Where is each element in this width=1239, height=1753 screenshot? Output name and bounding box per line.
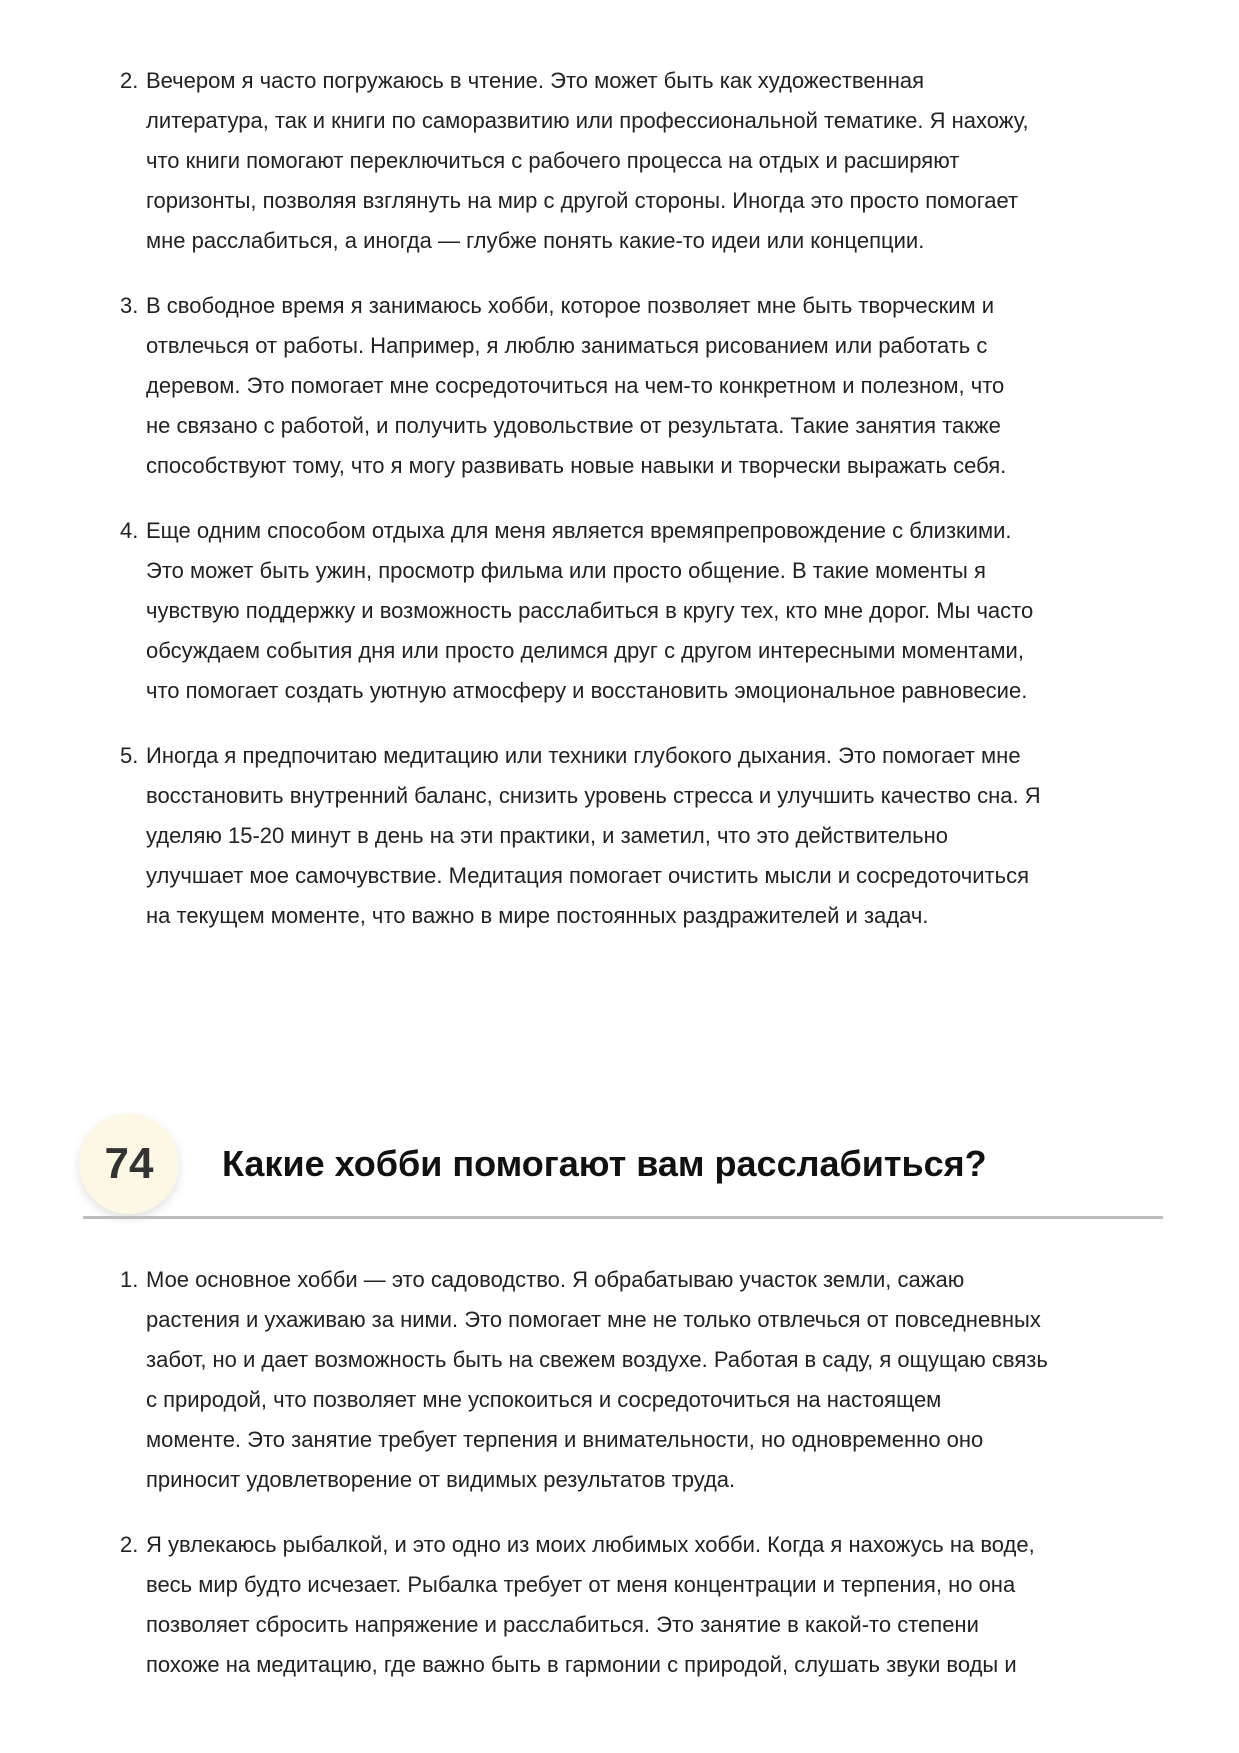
list-item-text-line: улучшает мое самочувствие. Медитация помогает очистить мысли и сосредоточиться [146,863,1029,888]
list-item [120,286,1180,486]
list-item-text-line: Это может быть ужин, просмотр фильма или просто общение. В такие моменты я [146,558,986,583]
list-item-text-line: с природой, что позволяет мне успокоиться и сосредоточиться на настоящем [146,1387,942,1412]
list-item-text-line: уделяю 15-20 минут в день на эти практики, и заметил, что это действительно [146,823,948,848]
list-item-text-line: Вечером я часто погружаюсь в чтение. Это может быть как художественная [146,68,925,93]
question-number-badge [79,1114,179,1214]
list-item-text-line: моменте. Это занятие требует терпения и внимательности, но одновременно оно [146,1427,984,1452]
list-item-text-line: Мое основное хобби — это садоводство. Я обрабатываю участок земли, сажаю [146,1267,965,1292]
list-item-text-line: позволяет сбросить напряжение и расслабиться. Это занятие в какой-то степени [146,1612,979,1637]
list-item [120,736,1180,936]
list-item-number: 1. [120,1267,139,1292]
question-heading: Какие хобби помогают вам расслабиться? [222,1143,987,1184]
list-item-text-line: весь мир будто исчезает. Рыбалка требует от меня концентрации и терпения, но она [146,1572,1016,1597]
list-item-text-line: растения и ухаживаю за ними. Это помогает мне не только отвлечься от повседневных [146,1307,1041,1332]
previous-answer-list [120,61,1180,961]
list-item-text-line: забот, но и дает возможность быть на свежем воздухе. Работая в саду, я ощущаю связь [146,1347,1048,1372]
list-item-number: 2. [120,1532,139,1557]
list-item [120,1525,1180,1685]
list-item-text-line: деревом. Это помогает мне сосредоточиться на чем-то конкретном и полезном, что [146,373,1005,398]
heading-divider [83,1216,1163,1219]
list-item-text-line: чувствую поддержку и возможность расслабиться в кругу тех, кто мне дорог. Мы часто [146,598,1034,623]
list-item-text-line: В свободное время я занимаюсь хобби, которое позволяет мне быть творческим и [146,293,995,318]
list-item-text-line: отвлечься от работы. Например, я люблю заниматься рисованием или работать с [146,333,988,358]
answer-list [120,1260,1180,1710]
list-item-number: 3. [120,293,139,318]
list-item-text-line: приносит удовлетворение от видимых результатов труда. [146,1467,736,1492]
list-item-text-line: обсуждаем события дня или просто делимся друг с другом интересными моментами, [146,638,1024,663]
list-item-text-line: Еще одним способом отдыха для меня является времяпрепровождение с близкими. [146,518,1012,543]
list-item [120,1260,1180,1500]
list-item-text-line: не связано с работой, и получить удовольствие от результата. Такие занятия также [146,413,1001,438]
list-item-text-line: на текущем моменте, что важно в мире постоянных раздражителей и задач. [146,903,929,928]
list-item [120,511,1180,711]
list-item-text-line: что книги помогают переключиться с рабочего процесса на отдых и расширяют [146,148,960,173]
list-item-text-line: мне расслабиться, а иногда — глубже понять какие-то идеи или концепции. [146,228,925,253]
list-item-text-line: что помогает создать уютную атмосферу и восстановить эмоциональное равновесие. [146,678,1028,703]
list-item-text-line: похоже на медитацию, где важно быть в гармонии с природой, слушать звуки воды и [146,1652,1017,1677]
list-item-text-line: горизонты, позволяя взглянуть на мир с другой стороны. Иногда это просто помогает [146,188,1019,213]
list-item-text-line: восстановить внутренний баланс, снизить уровень стресса и улучшить качество сна. Я [146,783,1041,808]
list-item-number: 5. [120,743,139,768]
list-item-text-line: Я увлекаюсь рыбалкой, и это одно из моих любимых хобби. Когда я нахожусь на воде, [146,1532,1035,1557]
list-item-text-line: литература, так и книги по саморазвитию или профессиональной тематике. Я нахожу, [146,108,1029,133]
list-item-text-line: Иногда я предпочитаю медитацию или техники глубокого дыхания. Это помогает мне [146,743,1021,768]
list-item-number: 2. [120,68,139,93]
list-item [120,61,1180,261]
list-item-number: 4. [120,518,139,543]
list-item-text-line: способствуют тому, что я могу развивать новые навыки и творчески выражать себя. [146,453,1007,478]
question-number: 74 [104,1139,154,1188]
